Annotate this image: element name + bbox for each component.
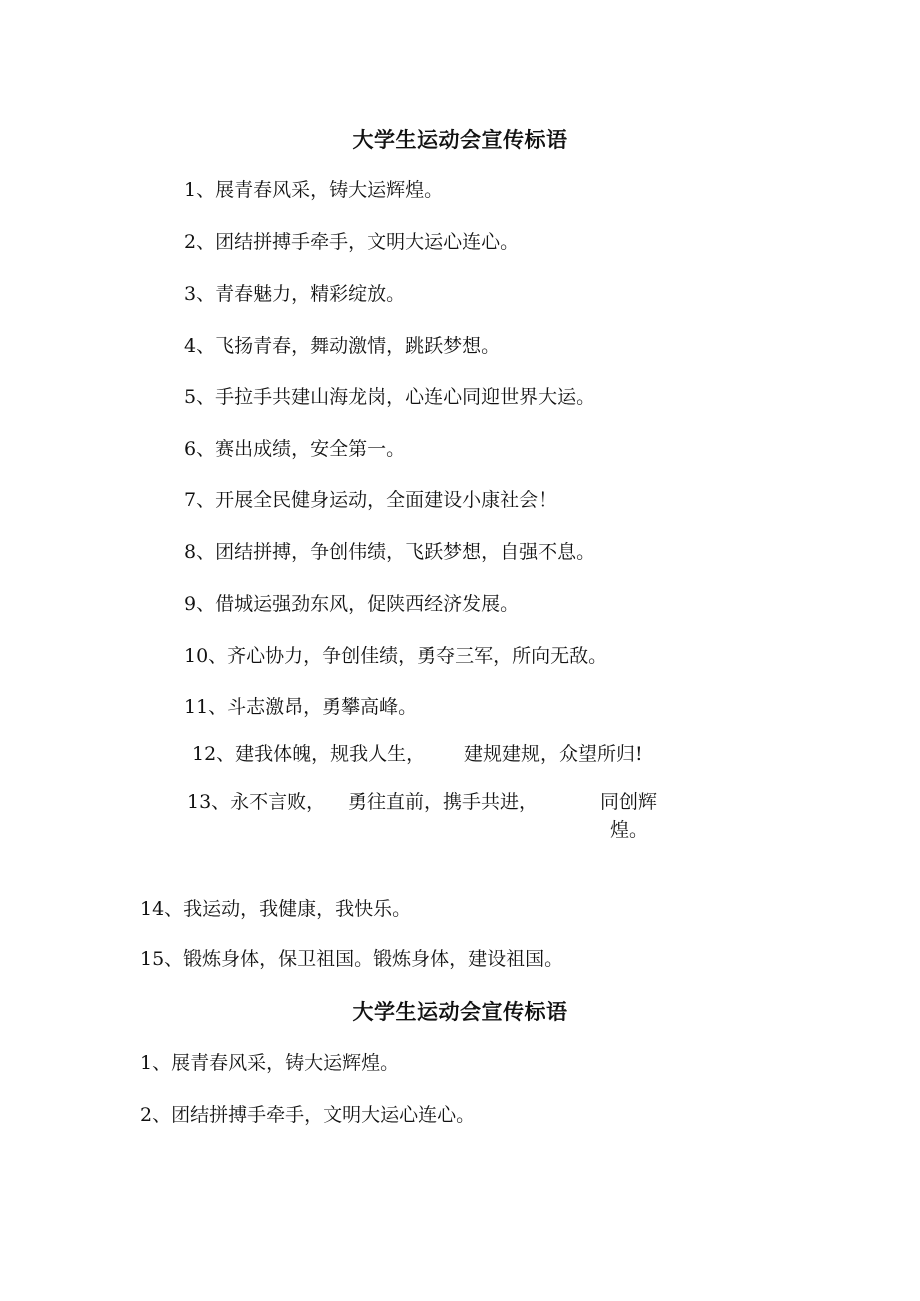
- slogan-item-8: 8、团结拼搏，争创伟绩，飞跃梦想，自强不息。: [184, 541, 596, 563]
- slogan-item-7: 7、开展全民健身运动，全面建设小康社会！: [184, 489, 558, 511]
- slogan-item-9: 9、借城运强劲东风，促陕西经济发展。: [184, 593, 520, 615]
- slogan-item-15: 15、锻炼身体，保卫祖国。锻炼身体，建设祖国。: [140, 948, 564, 970]
- slogan-item-13-part-3: 同创辉: [600, 791, 658, 813]
- slogan-item-12-part-2: 建规建规，众望所归!: [464, 743, 643, 765]
- section-2-slogan-item-1: 1、展青春风采，铸大运辉煌。: [140, 1052, 400, 1074]
- section-1-title: 大学生运动会宣传标语: [352, 128, 568, 152]
- slogan-item-6: 6、赛出成绩，安全第一。: [184, 438, 406, 460]
- slogan-item-11: 11、斗志激昂，勇攀高峰。: [184, 696, 418, 718]
- slogan-item-13-part-1: 13、永不言败，: [187, 791, 326, 813]
- slogan-item-14: 14、我运动，我健康，我快乐。: [140, 898, 412, 920]
- slogan-item-13-part-4: 煌。: [610, 819, 649, 841]
- slogan-item-3: 3、青春魅力，精彩绽放。: [184, 283, 406, 305]
- slogan-item-10: 10、齐心协力，争创佳绩，勇夺三军，所向无敌。: [184, 645, 608, 667]
- slogan-item-12-part-1: 12、建我体魄，规我人生，: [192, 743, 426, 765]
- slogan-item-4: 4、飞扬青春，舞动激情，跳跃梦想。: [184, 335, 501, 357]
- slogan-item-13-part-2: 勇往直前，携手共进，: [348, 791, 539, 813]
- slogan-item-2: 2、团结拼搏手牵手，文明大运心连心。: [184, 231, 520, 253]
- slogan-item-1: 1、展青春风采，铸大运辉煌。: [184, 179, 444, 201]
- section-2-slogan-item-2: 2、团结拼搏手牵手，文明大运心连心。: [140, 1104, 476, 1126]
- section-2-title: 大学生运动会宣传标语: [352, 1000, 568, 1024]
- slogan-item-5: 5、手拉手共建山海龙岗，心连心同迎世界大运。: [184, 386, 596, 408]
